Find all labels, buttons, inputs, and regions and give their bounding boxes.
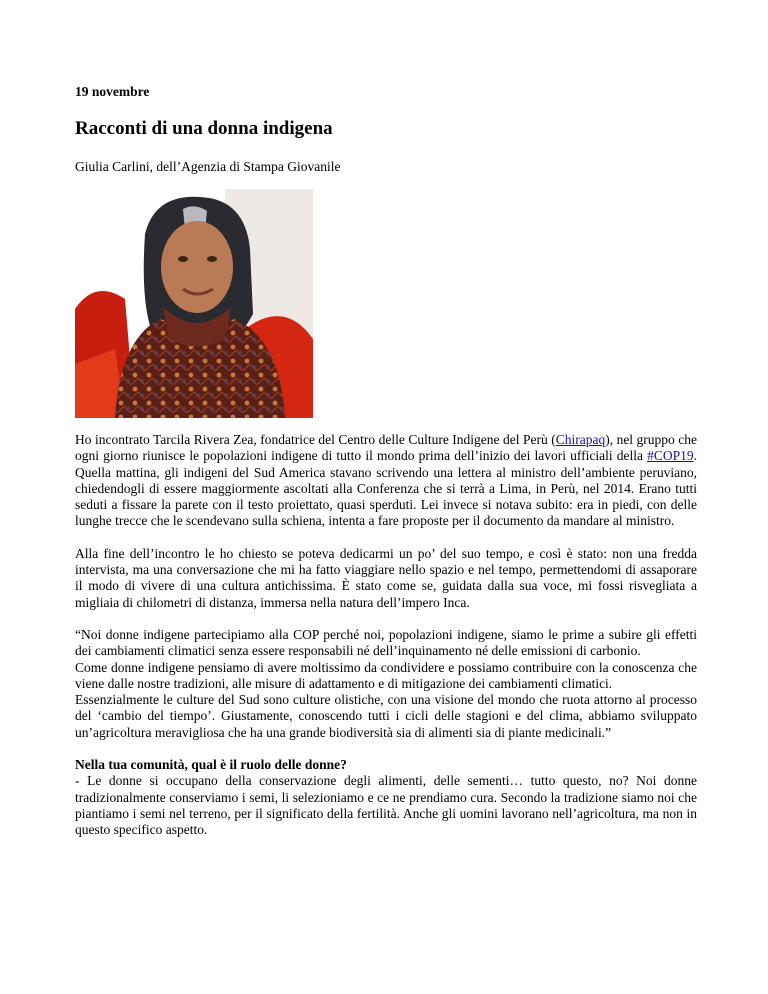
- link-cop19[interactable]: #COP19: [647, 448, 694, 464]
- interview-answer: - Le donne si occupano della conservazione degli alimenti, delle sementi… tutto questo, no? Noi donne tradizionalmente conserviamo i semi, li selezioniamo e ce ne prendiamo cura. Secondo la tradizione siamo noi che piantiamo i semi nel terreno, per il significato della fertilità. Anche gli uomini lavorano nell’agricoltura, ma non in questo specifico aspetto.: [75, 773, 697, 838]
- article-byline: Giulia Carlini, dell’Agenzia di Stampa Giovanile: [75, 159, 341, 174]
- article-body: [75, 432, 697, 855]
- paragraph-3c: Essenzialmente le culture del Sud sono culture olistiche, con una visione del mondo che ruota attorno al processo del ‘cambio del tiempo’. Giustamente, conoscendo tutti i cicli delle stagioni e del clima, abbiamo sviluppato un’agricoltura meravigliosa che ha una grande biodiversità sia di alimenti sia di piante medicinali.”: [75, 692, 697, 740]
- article-title: Racconti di una donna indigena: [75, 118, 333, 139]
- interview-question: Nella tua comunità, qual è il ruolo delle donne?: [75, 757, 347, 773]
- paragraph-1: Ho incontrato Tarcila Rivera Zea, fondatrice del Centro delle Culture Indigene del Perù (Chirapaq), nel gruppo che ogni giorno riunisce le popolazioni indigene di tutto il mondo prima dell’inizio dei lavori ufficiali della #COP19. Quella mattina, gli indigeni del Sud America stavano scrivendo una lettera al ministro dell’ambiente peruviano, chiedendogli di essere maggiormente ascoltati alla Conferenza che si terrà a Lima, in Perù, nel 2014. Erano tutti seduti a fissare la parete con il testo proiettato, quasi sperduti. Lei invece si notava subito: era in piedi, con delle lunghe trecce che le scendevano sulla schiena, intenta a fare proposte per il documento da mandare al ministro.: [75, 432, 697, 529]
- paragraph-3b: Come donne indigene pensiamo di avere moltissimo da condividere e possiamo contribuire con la conoscenza che viene dalle nostre tradizioni, alle misure di adattamento e di mitigazione dei cambiamenti climatici.: [75, 659, 697, 691]
- article-date: 19 novembre: [75, 84, 150, 99]
- paragraph-3a: “Noi donne indigene partecipiamo alla COP perché noi, popolazioni indigene, siamo le prime a subire gli effetti dei cambiamenti climatici senza essere responsabili né dell’inquinamento né delle emissioni di carbonio.: [75, 626, 697, 659]
- paragraph-2: Alla fine dell’incontro le ho chiesto se poteva dedicarmi un po’ del suo tempo, e così è stato: non una fredda intervista, ma una conversazione che mi ha fatto viaggiare nello spazio e nel tempo, permettendomi di assaporare il modo di vivere di una cultura antichissima. È stato come se, guidata dalla sua voce, mi fossi risvegliata a migliaia di chilometri di distanza, immersa nella natura dell’impero Inca.: [75, 545, 697, 610]
- portrait-photo: [75, 189, 313, 418]
- link-chirapaq[interactable]: Chirapaq: [555, 432, 606, 447]
